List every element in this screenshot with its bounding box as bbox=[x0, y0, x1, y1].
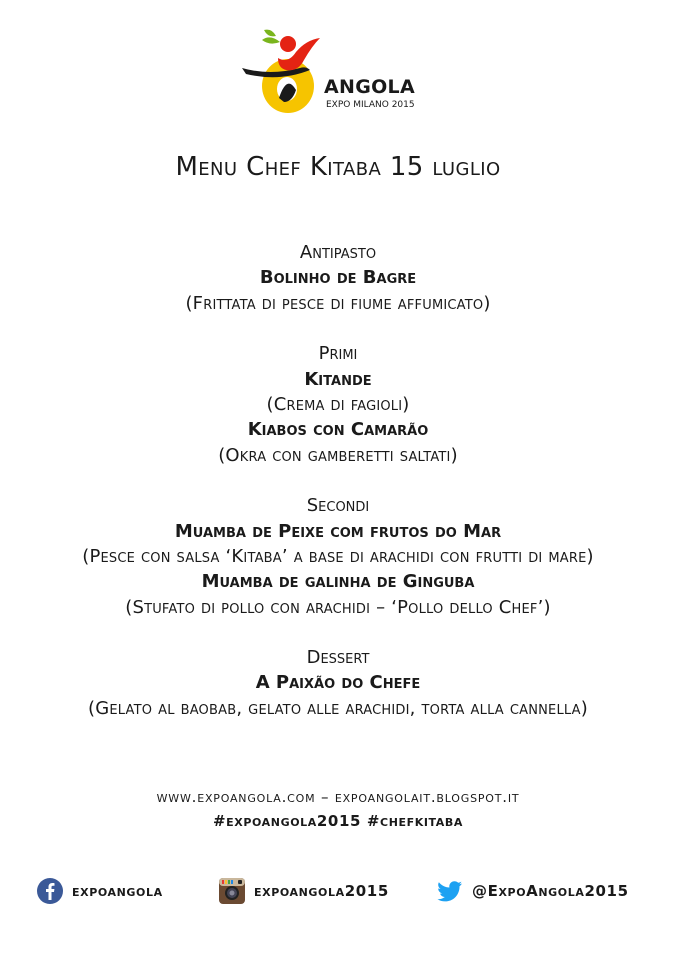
website-links[interactable]: www.expoangola.com – expoangolait.blogspot.it bbox=[156, 788, 520, 806]
instagram-icon bbox=[218, 877, 246, 905]
logo-name: ANGOLA bbox=[324, 76, 415, 98]
expo-angola-logo bbox=[240, 24, 430, 124]
dish-name: Muamba de Peixe com frutos do Mar bbox=[174, 520, 502, 542]
menu bbox=[0, 240, 676, 721]
dish-description: (Gelato al baobab, gelato alle arachidi, torta alla cannella) bbox=[88, 697, 588, 719]
page-title: Menu Chef Kitaba 15 luglio bbox=[175, 152, 501, 182]
social-label: @ExpoAngola2015 bbox=[472, 882, 629, 900]
dish-name: A Paixão do Chefe bbox=[255, 672, 421, 694]
dish-name: Kitande bbox=[304, 368, 372, 390]
dish-description: (Stufato di pollo con arachidi – ‘Pollo dello Chef’) bbox=[125, 596, 551, 618]
social-facebook[interactable] bbox=[36, 876, 163, 906]
dish-name: Muamba de galinha de Ginguba bbox=[201, 571, 475, 593]
section-heading: Dessert bbox=[306, 647, 370, 669]
dish-name: Bolinho de Bagre bbox=[259, 267, 417, 289]
section-heading: Primi bbox=[318, 343, 358, 365]
section-gap bbox=[0, 316, 676, 341]
facebook-icon bbox=[36, 877, 64, 905]
section-heading: Antipasto bbox=[299, 242, 377, 263]
hashtags: #expoangola2015 #chefkitaba bbox=[212, 812, 464, 830]
logo-subtitle: EXPO MILANO 2015 bbox=[326, 100, 415, 110]
dish-description: (Okra con gamberetti saltati) bbox=[218, 444, 458, 466]
twitter-icon bbox=[436, 877, 464, 905]
dish-name: Kiabos con Camarão bbox=[247, 419, 429, 441]
social-twitter[interactable] bbox=[436, 876, 629, 906]
section-gap bbox=[0, 620, 676, 645]
dish-description: (Pesce con salsa ‘Kitaba’ a base di arachidi con frutti di mare) bbox=[82, 545, 594, 567]
section-heading: Secondi bbox=[306, 495, 370, 517]
dish-description: (Crema di fagioli) bbox=[266, 393, 410, 415]
social-label: expoangola bbox=[72, 882, 163, 900]
dish-description: (Frittata di pesce di fiume affumicato) bbox=[185, 292, 491, 314]
social-label: expoangola2015 bbox=[254, 882, 389, 900]
social-instagram[interactable] bbox=[218, 876, 389, 906]
section-gap bbox=[0, 468, 676, 493]
